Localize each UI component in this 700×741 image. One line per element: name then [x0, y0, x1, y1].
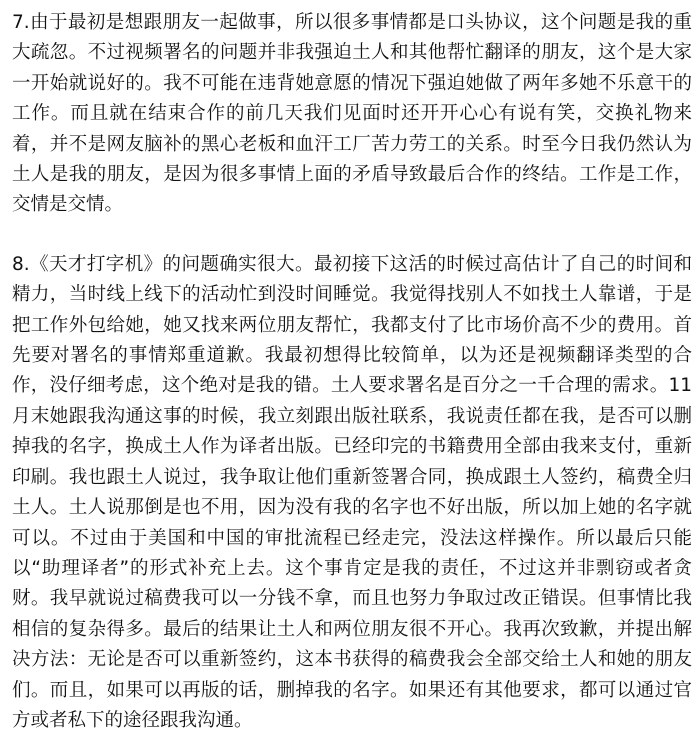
paragraph-8: 8.《天才打字机》的问题确实很大。最初接下这活的时候过高估计了自己的时间和精力，当时线上线下的活动忙到没时间睡觉。我觉得找别人不如找土人靠谱，于是把工作外包给她，她又找来两位朋友帮忙，我都支付了比市场价高不少的费用。首先要对署名的事情郑重道歉。我最初想得比较简单，以为还是视频翻译类型的合作，没仔细考虑，这个绝对是我的错。土人要求署名是百分之一千合理的需求。11月末她跟我沟通这事的时候，我立刻跟出版社联系，我说责任都在我，是否可以删掉我的名字，换成土人作为译者出版。已经印完的书籍费用全部由我来支付，重新印刷。我也跟土人说过，我争取让他们重新签署合同，换成跟土人签约，稿费全归土人。土人说那倒是也不用，因为没有我的名字也不好出版，所以加上她的名字就可以。不过由于美国和中国的审批流程已经走完，没法这样操作。所以最后只能以“助理译者”的形式补充上去。这个事肯定是我的责任，不过这并非剽窃或者贪财。我早就说过稿费我可以一分钱不拿，而且也努力争取过改正错误。但事情比我相信的复杂得多。最后的结果让土人和两位朋友很不开心。我再次致歉，并提出解决方法：无论是否可以重新签约，这本书获得的稿费我会全部交给土人和她的朋友们。而且，如果可以再版的话，删掉我的名字。如果还有其他要求，都可以通过官方或者私下的途径跟我沟通。 [12, 253, 692, 731]
paragraph-7: 7.由于最初是想跟朋友一起做事，所以很多事情都是口头协议，这个问题是我的重大疏忽。不过视频署名的问题并非我强迫土人和其他帮忙翻译的朋友，这个是大家一开始就说好的。我不可能在违背她意愿的情况下强迫她做了两年多她不乐意干的工作。而且就在结束合作的前几天我们见面时还开开心心有说有笑，交换礼物来着，并不是网友脑补的黑心老板和血汗工厂苦力劳工的关系。时至今日我仍然认为土人是我的朋友，是因为很多事情上面的矛盾导致最后合作的终结。工作是工作，交情是交情。 [12, 12, 692, 216]
paragraph-spacer [12, 221, 692, 250]
